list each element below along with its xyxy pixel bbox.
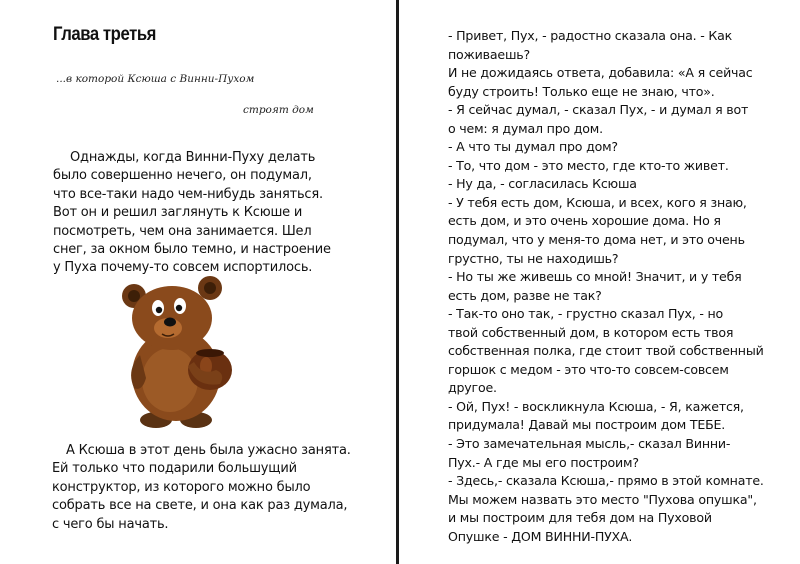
paragraph-1-line: посмотреть, чем она занимается. Шел — [53, 223, 312, 239]
dialog-line: - У тебя есть дом, Ксюша, и всех, кого я знаю, — [448, 194, 747, 210]
dialog-line: - Так-то оно так, - грустно сказал Пух, - но — [448, 306, 724, 322]
paragraph-1-line: у Пуха почему-то совсем испортилось. — [53, 260, 313, 276]
dialog-line: собственная полка, где стоит твой собственный — [448, 343, 764, 359]
dialog-line: и мы построим для тебя дом на Пуховой — [448, 510, 712, 526]
dialog-line: Опушке - ДОМ ВИННИ-ПУХА. — [448, 528, 633, 544]
winnie-pooh-illustration — [118, 270, 238, 435]
dialog-line: подумал, что у меня-то дома нет, и это очень — [448, 232, 745, 248]
paragraph-2-line: с чего бы начать. — [52, 516, 169, 532]
dialog-line: - А что ты думал про дом? — [448, 139, 618, 155]
dialog-line: о чем: я думал про дом. — [448, 120, 603, 136]
paragraph-2-line: собрать все на свете, и она как раз думала, — [52, 498, 348, 514]
dialog-line: поживаешь? — [448, 46, 530, 62]
dialog-line: грустно, ты не находишь? — [448, 250, 619, 266]
dialog-line: Мы можем назвать это место "Пухова опушка", — [448, 491, 757, 507]
paragraph-1-line: Вот он и решил заглянуть к Ксюше и — [53, 205, 303, 221]
paragraph-1-line: снег, за окном было темно, и настроение — [53, 242, 331, 258]
dialog-line: - Но ты же живешь со мной! Значит, и у тебя — [448, 269, 742, 285]
dialog-line: - Это замечательная мысль,- сказал Винни- — [448, 436, 731, 452]
dialog-line: - Привет, Пух, - радостно сказала она. - Как — [448, 28, 733, 43]
dialog-line: буду строить! Только еще не знаю, что». — [448, 83, 715, 99]
dialog-line: - Ой, Пух! - воскликнула Ксюша, - Я, кажется, — [448, 398, 744, 414]
dialog-line: - То, что дом - это место, где кто-то живет. — [448, 157, 729, 173]
paragraph-1-line: что все-таки надо чем-нибудь заняться. — [53, 186, 323, 202]
paragraph-2-line: Ей только что подарили большущий — [52, 461, 297, 477]
paragraph-2-line: конструктор, из которого можно было — [52, 479, 311, 495]
dialog-line: И не дожидаясь ответа, добавила: «А я сейчас — [448, 65, 753, 81]
right-page — [401, 0, 800, 564]
dialog-line: - Ну да, - согласилась Ксюша — [448, 176, 637, 192]
paragraph-2-line: А Ксюша в этот день была ужасно занята. — [66, 443, 351, 458]
chapter-title: Глава третья — [53, 24, 157, 45]
dialog-text — [448, 27, 764, 546]
dialog-line: другое. — [448, 380, 497, 396]
paragraph-1 — [53, 149, 331, 278]
dialog-line: твой собственный дом, в котором есть твоя — [448, 324, 734, 340]
dialog-line: есть дом, разве не так? — [448, 287, 602, 303]
dialog-line: придумала! Давай мы построим дом ТЕБЕ. — [448, 417, 726, 433]
paragraph-2 — [52, 442, 351, 534]
dialog-line: есть дом, и это очень хорошие дома. Но я — [448, 213, 721, 229]
paragraph-1-line: было совершенно нечего, он подумал, — [53, 168, 312, 184]
page-divider — [396, 0, 399, 564]
dialog-line: Пух.- А где мы его построим? — [448, 454, 639, 470]
dialog-line: - Я сейчас думал, - сказал Пух, - и думал я вот — [448, 102, 749, 118]
left-page — [0, 0, 397, 564]
dialog-line: - Здесь,- сказала Ксюша,- прямо в этой комнате. — [448, 473, 764, 489]
epigraph-line-1: ...в которой Ксюша с Винни-Пухом — [56, 73, 255, 85]
epigraph-line-2: строят дом — [243, 104, 314, 116]
dialog-line: горшок с медом - это что-то совсем-совсем — [448, 361, 729, 377]
paragraph-1-line: Однажды, когда Винни-Пуху делать — [70, 150, 316, 165]
